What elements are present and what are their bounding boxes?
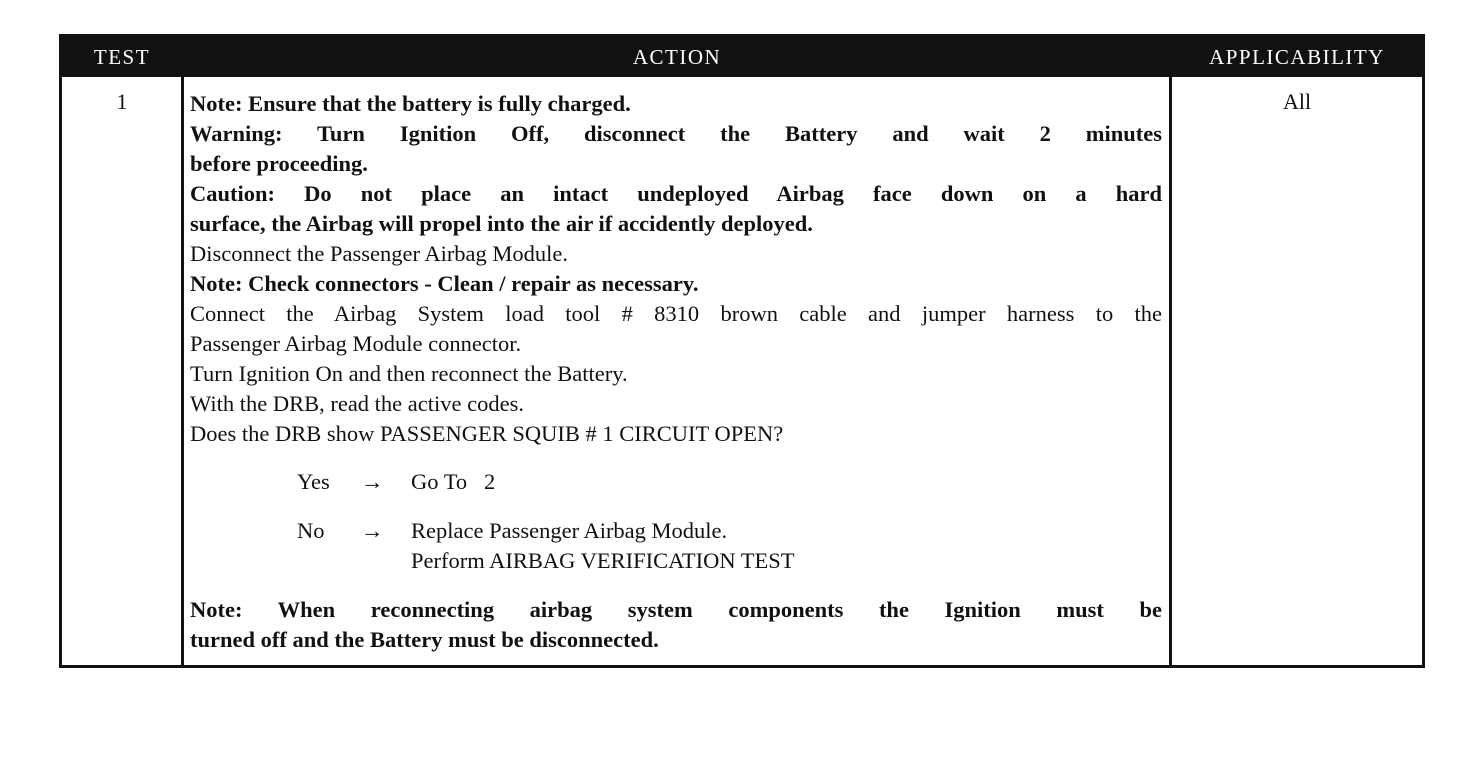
step-read-prefix: With the [190, 391, 273, 416]
yes-label: Yes [297, 469, 330, 494]
step-ignition-on: Turn Ignition On and then reconnect the Battery. [190, 361, 628, 386]
spacer [190, 497, 1162, 516]
column-divider-test-action [181, 77, 184, 665]
no-result-line-1: Replace Passenger Airbag Module. [411, 518, 728, 543]
table-header-row [62, 37, 1422, 77]
warning-line-1: Warning: Turn Ignition Off, disconnect the Battery and wait 2 minutes [190, 121, 1162, 146]
spacer [190, 449, 1162, 467]
spacer [190, 576, 1162, 595]
step-read-suffix: , read the active codes. [319, 391, 524, 416]
caution-line-1: Caution: Do not place an intact undeployed Airbag face down on a hard [190, 181, 1162, 206]
step-connect-line-1: Connect the Airbag System load tool # 8310 brown cable and jumper harness to the [190, 301, 1162, 326]
note-check-connectors: Note: Check connectors - Clean / repair as necessary. [190, 271, 699, 296]
yes-arrow-icon: → [361, 469, 384, 494]
diagnostic-question: Does the DRB show PASSENGER SQUIB # 1 CIRCUIT OPEN? [190, 421, 784, 446]
step-read-codes [190, 389, 1162, 419]
step-disconnect-module: Disconnect the Passenger Airbag Module. [190, 241, 569, 266]
no-result-line-2: Perform AIRBAG VERIFICATION TEST [411, 548, 795, 573]
choice-yes [297, 467, 1162, 497]
step-read-drb: DRB [272, 391, 320, 416]
header-test: TEST [93, 45, 151, 69]
action-cell [190, 89, 1162, 655]
yes-result: Go To 2 [411, 469, 496, 494]
warning-line-2: before proceeding. [190, 151, 368, 176]
header-action: ACTION [632, 45, 722, 69]
step-connect-line-2: Passenger Airbag Module connector. [190, 331, 522, 356]
no-arrow-icon: → [361, 518, 384, 543]
no-label: No [297, 518, 325, 543]
test-number: 1 [116, 89, 128, 114]
note-battery-charged: Note: Ensure that the battery is fully charged. [190, 91, 631, 116]
column-divider-action-applicability [1169, 77, 1172, 665]
note-reconnecting-line-2: turned off and the Battery must be disconnected. [190, 627, 659, 652]
header-applicability: APPLICABILITY [1209, 45, 1385, 69]
diagnostic-test-table [59, 34, 1425, 668]
choice-no [297, 516, 1162, 576]
caution-line-2: surface, the Airbag will propel into the air if accidently deployed. [190, 211, 813, 236]
note-reconnecting-line-1: Note: When reconnecting airbag system components the Ignition must be [190, 597, 1162, 622]
applicability-value: All [1282, 89, 1312, 114]
